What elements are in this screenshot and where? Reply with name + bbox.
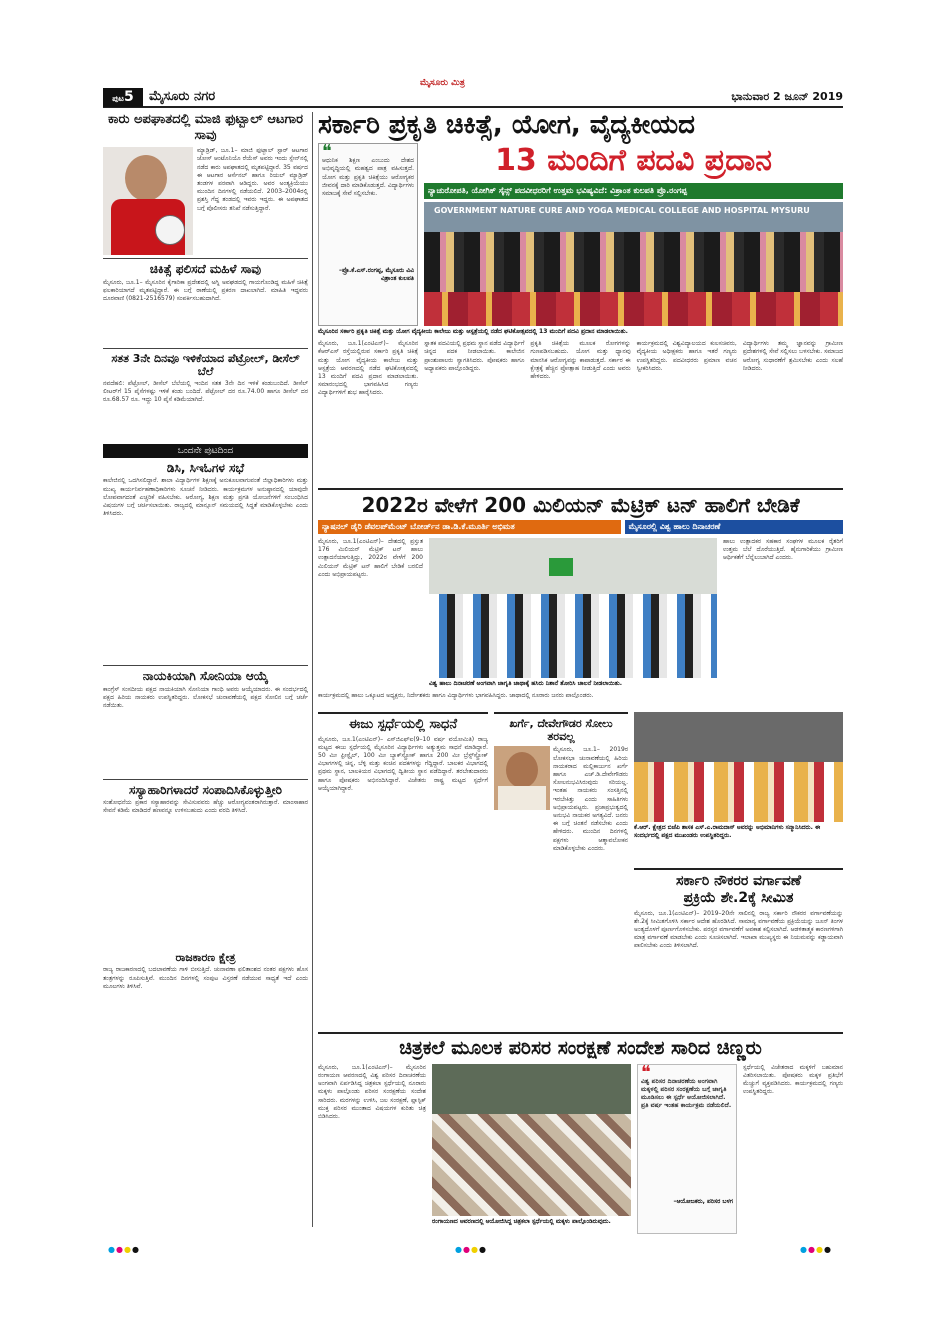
felicitation — [634, 712, 843, 860]
publication-name: ಮೈಸೂರು ಮಿತ್ರ — [420, 78, 465, 88]
lead-headline-line1: ಸರ್ಕಾರಿ ಪ್ರಕೃತಿ ಚಿಕಿತ್ಸೆ, ಯೋಗ, ವೈದ್ಯಕೀಯದ — [318, 110, 695, 140]
lead-quote-box: ❝ ಆಧುನಿಕ ಶಿಕ್ಷಣ ಎಂಬುದು ದೇಶದ ಅಭಿವೃದ್ಧಿಯಲ್ಲಿ ಮಹತ್ವದ ಪಾತ್ರ ವಹಿಸುತ್ತದೆ. ಯೋಗ ಮತ್ತು ಪ್ರಕೃತಿ ಚಿಕಿತ್ಸೆಯು ಆರೋಗ್ಯಕರ ಜೀವನಕ್ಕೆ ದಾರಿ ಮಾಡಿಕೊಡುತ್ತದೆ. ವಿದ್ಯಾರ್ಥಿಗಳು ಸಮಾಜಕ್ಕೆ ಸೇವೆ ಸಲ್ಲಿಸಬೇಕು. –ಪ್ರೊ.ಕೆ.ಎಸ್.ರಂಗಪ್ಪ, ಮೈಸೂರು ವಿವಿ ವಿಶ್ರಾಂತ ಕುಲಪತಿ — [318, 143, 418, 326]
milk-story — [318, 488, 843, 732]
photo-caption: ರಂಗಾಯಣದ ಆವರಣದಲ್ಲಿ ಆಯೋಜಿಸಿದ್ದ ಚಿತ್ರಕಲಾ ಸ್ಪರ್ಧೆಯಲ್ಲಿ ಮಕ್ಕಳು ಪಾಲ್ಗೊಂಡಿರುವುದು. — [432, 1217, 611, 1225]
photo-caption: ಮೈಸೂರಿನ ಸರ್ಕಾರಿ ಪ್ರಕೃತಿ ಚಿಕಿತ್ಸೆ ಮತ್ತು ಯೋಗ ವೈದ್ಯಕೀಯ ಕಾಲೇಜು ಮತ್ತು ಆಸ್ಪತ್ರೆಯಲ್ಲಿ ನಡೆದ ಘಟಿಕೋತ್ಸವದಲ್ಲಿ 13 ಮಂದಿಗೆ ಪದವಿ ಪ್ರದಾನ ಮಾಡಲಾಯಿತು. — [318, 328, 628, 336]
art-quote: ವಿಶ್ವ ಪರಿಸರ ದಿನಾಚರಣೆಯ ಅಂಗವಾಗಿ ಮಕ್ಕಳಲ್ಲಿ ಪರಿಸರ ಸಂರಕ್ಷಣೆಯ ಬಗ್ಗೆ ಜಾಗೃತಿ ಮೂಡಿಸಲು ಈ ಸ್ಪರ್ಧೆ ಆಯೋಜಿಸಲಾಗಿದೆ. ಪ್ರತಿ ವರ್ಷ ಇಂತಹ ಕಾರ್ಯಕ್ರಮ ನಡೆಯಲಿದೆ. — [641, 1077, 732, 1110]
kharge-story — [494, 712, 628, 852]
page-folio — [103, 88, 843, 108]
graduation-photo — [424, 202, 843, 326]
lead-headline-line2: 13 ಮಂದಿಗೆ ಪದವಿ ಪ್ರದಾನ — [495, 143, 772, 179]
transfer-body: ಮೈಸೂರು, ಜೂ.1(ಎಂಟಿಎನ್)– 2019–20ನೇ ಸಾಲಿನಲ್ಲಿ ರಾಜ್ಯ ಸರ್ಕಾರಿ ನೌಕರರ ವರ್ಗಾವಣೆಯನ್ನು ಶೇ.2ಕ್ಕೆ ಸೀಮಿತಗೊಳಿಸಿ ಸರ್ಕಾರ ಆದೇಶ ಹೊರಡಿಸಿದೆ. ಸಾಮಾನ್ಯ ವರ್ಗಾವಣೆಯ ಪ್ರಕ್ರಿಯೆಯನ್ನು ಜೂನ್ ತಿಂಗಳ ಅಂತ್ಯದೊಳಗೆ ಪೂರ್ಣಗೊಳಿಸಬೇಕು. ಪರಸ್ಪರ ವರ್ಗಾವಣೆಗೆ ಅವಕಾಶ ಕಲ್ಪಿಸಲಾಗಿದೆ. ಆಡಳಿತಾತ್ಮಕ ಕಾರಣಗಳಿಗಾಗಿ ಮಾತ್ರ ವರ್ಗಾವಣೆ ಮಾಡಬೇಕು ಎಂದು ಸೂಚಿಸಲಾಗಿದೆ. ಇಲಾಖಾ ಮುಖ್ಯಸ್ಥರು ಈ ನಿಯಮವನ್ನು ಕಡ್ಡಾಯವಾಗಿ ಪಾಲಿಸಬೇಕು ಎಂದು ತಿಳಿಸಲಾಗಿದೆ. — [634, 909, 843, 950]
section-name: ಮೈಸೂರು ನಗರ — [149, 89, 216, 104]
story-headline: ಸತತ 3ನೇ ದಿನವೂ ಇಳಿಕೆಯಾದ ಪೆಟ್ರೋಲ್, ಡೀಸೆಲ್ ಬೆಲೆ — [111, 351, 300, 378]
story-headline: ಚಿಕಿತ್ಸೆ ಫಲಿಸದೆ ಮಹಿಳೆ ಸಾವು — [149, 262, 262, 277]
story-body: ಮ್ಯಾಡ್ರಿಡ್, ಜೂ.1– ಮಾಜಿ ಫುಟ್ಬಾಲ್ ಸ್ಟಾರ್ ಆಟಗಾರ ಜೋಸ್ ಆಂಟೊನಿಯೊ ರೆಯೆಸ್ ಅವರು ಇಂದು ಸ್ಪೇನ್‌ನಲ್ಲಿ ನಡೆದ ಕಾರು ಅಪಘಾತದಲ್ಲಿ ಮೃತಪಟ್ಟಿದ್ದಾರೆ. 35 ವರ್ಷದ ಈ ಆಟಗಾರ ಆರ್ಸೆನಲ್ ಹಾಗೂ ರಿಯಲ್ ಮ್ಯಾಡ್ರಿಡ್ ತಂಡಗಳ ಪರವಾಗಿ ಆಡಿದ್ದರು. ಅವರ ಅಂತ್ಯಕ್ರಿಯೆಯು ಮುಂದಿನ ದಿನಗಳಲ್ಲಿ ನಡೆಯಲಿದೆ. 2003–2004ರಲ್ಲಿ ಪ್ರಶಸ್ತಿ ಗೆದ್ದ ತಂಡದಲ್ಲಿ ಇವರು ಇದ್ದರು. ಈ ಅಪಘಾತದ ಬಗ್ಗೆ ಪೊಲೀಸರು ತನಿಖೆ ನಡೆಸುತ್ತಿದ್ದಾರೆ. — [197, 147, 308, 212]
page-prefix: ಪುಟ — [112, 94, 124, 103]
transfer-headline-line1: ಸರ್ಕಾರಿ ನೌಕರರ ವರ್ಗಾವಣೆ — [675, 873, 802, 889]
story-body: ನವದೆಹಲಿ: ಪೆಟ್ರೋಲ್, ಡೀಸೆಲ್ ಬೆಲೆಯಲ್ಲಿ ಇಂದಿನ ಸತತ 3ನೇ ದಿನ ಇಳಿಕೆ ಕಂಡುಬಂದಿದೆ. ಡೀಸೆಲ್ ಲೀಟರ್‌ಗೆ 15 ಪೈಸೆಗಳಷ್ಟು ಇಳಿಕೆ ಕಂಡು ಬಂದಿದೆ. ಪೆಟ್ರೋಲ್ ದರ ರೂ.74.00 ಹಾಗೂ ಡೀಸೆಲ್ ದರ ರೂ.68.57 ರೂ. ಇದ್ದು 10 ಪೈಸೆ ಕಡಿಮೆಯಾಗಿದೆ. — [103, 379, 308, 404]
lead-body-col: ಪ್ರಕೃತಿ ಚಿಕಿತ್ಸೆಯ ಮೂಲಕ ರೋಗಗಳನ್ನು ಗುಣಪಡಿಸಬಹುದು. ಯೋಗ ಮತ್ತು ಧ್ಯಾನವು ಮಾನಸಿಕ ಆರೋಗ್ಯವನ್ನು ಕಾಪಾಡುತ್ತದೆ. ಸರ್ಕಾರ ಈ ಕ್ಷೇತ್ರಕ್ಕೆ ಹೆಚ್ಚಿನ ಪ್ರೋತ್ಸಾಹ ನೀಡುತ್ತಿದೆ ಎಂದು ಅವರು ಹೇಳಿದರು. — [530, 340, 631, 380]
story-body: ಕಾಂಗ್ರೆಸ್ ಸಂಸದೀಯ ಪಕ್ಷದ ನಾಯಕಿಯಾಗಿ ಸೋನಿಯಾ ಗಾಂಧಿ ಅವರು ಆಯ್ಕೆಯಾದರು. ಈ ಸಂದರ್ಭದಲ್ಲಿ ಪಕ್ಷದ ಹಿರಿಯ ನಾಯಕರು ಉಪಸ್ಥಿತರಿದ್ದರು. ಲೋಕಸಭೆ ಚುನಾವಣೆಯಲ್ಲಿ ಪಕ್ಷದ ಸೋಲಿನ ಬಗ್ಗೆ ಚರ್ಚೆ ನಡೆಯಿತು. — [103, 685, 308, 710]
story-body: ಕಾಲೇಜಿನಲ್ಲಿ ಒದಗಿಸಲಿದ್ದಾರೆ. ಶಾಲಾ ವಿದ್ಯಾರ್ಥಿಗಳ ಶಿಕ್ಷಣಕ್ಕೆ ಅನುಕೂಲವಾಗುವಂತೆ ಜಿಲ್ಲಾಧಿಕಾರಿಗಳು ಮತ್ತು ಮುಖ್ಯ ಕಾರ್ಯನಿರ್ವಹಣಾಧಿಕಾರಿಗಳು ಸೂಚನೆ ನೀಡಿದರು. ಕಾರ್ಯಕ್ರಮಗಳ ಅನುಷ್ಠಾನದಲ್ಲಿ ಯಾವುದೇ ಲೋಪವಾಗದಂತೆ ಎಚ್ಚರಿಕೆ ವಹಿಸಬೇಕು. ಆರೋಗ್ಯ, ಶಿಕ್ಷಣ ಮತ್ತು ಪ್ರಗತಿ ಯೋಜನೆಗಳಿಗೆ ಸಂಬಂಧಿಸಿದ ವಿಷಯಗಳ ಬಗ್ಗೆ ಚರ್ಚಿಸಲಾಯಿತು. ರಾಜ್ಯದಲ್ಲಿ ಮಾನ್ಸೂನ್ ಸಮಯದಲ್ಲಿ ಸಿದ್ಧತೆ ಮಾಡಿಕೊಳ್ಳಬೇಕು ಎಂದು ತಿಳಿಸಿದರು. — [103, 477, 308, 518]
swim-headline: ಈಜು ಸ್ಪರ್ಧೆಯಲ್ಲಿ ಸಾಧನೆ — [348, 717, 458, 732]
kharge-headline: ಖರ್ಗೆ, ದೇವೇಗೌಡರ ಸೋಲು ತರವಲ್ಲ — [509, 717, 613, 744]
issue-date: ಭಾನುವಾರ 2 ಜೂನ್ 2019 — [731, 90, 843, 103]
writer-portrait — [494, 746, 550, 810]
photo-caption: ಕೆ.ಆರ್. ಕ್ಷೇತ್ರದ ಬಿಜೆಪಿ ಶಾಸಕ ಎಸ್.ಎ.ರಾಮದಾಸ್ ಅವರನ್ನು ಅಭಿಮಾನಿಗಳು ಸನ್ಮಾನಿಸಿದರು. ಈ ಸಂದರ್ಭದಲ್ಲಿ ಪಕ್ಷದ ಮುಖಂಡರು ಉಪಸ್ಥಿತರಿದ್ದರು. — [634, 824, 821, 839]
continued-box-label: ಒಂದನೇ ಪುಟದಿಂದ — [103, 444, 308, 458]
transfer-story — [634, 868, 843, 1034]
story-body: ಮೈಸೂರು, ಜೂ.1– ಮೈಸೂರಿನ ಕೈಗಾರಿಕಾ ಪ್ರದೇಶದಲ್ಲಿ ಅಗ್ನಿ ಅವಘಡದಲ್ಲಿ ಗಾಯಗೊಂಡಿದ್ದ ಮಹಿಳೆ ಚಿಕಿತ್ಸೆ ಫಲಕಾರಿಯಾಗದೆ ಮೃತಪಟ್ಟಿದ್ದಾರೆ. ಈ ಬಗ್ಗೆ ಠಾಣೆಯಲ್ಲಿ ಪ್ರಕರಣ ದಾಖಲಾಗಿದೆ. ಮಾಹಿತಿ ಇದ್ದವರು ದೂರವಾಣಿ (0821-2516579) ಸಂಪರ್ಕಿಸಬಹುದಾಗಿದೆ. — [103, 278, 308, 302]
lead-story — [318, 110, 843, 470]
lead-quote: ಆಧುನಿಕ ಶಿಕ್ಷಣ ಎಂಬುದು ದೇಶದ ಅಭಿವೃದ್ಧಿಯಲ್ಲಿ ಮಹತ್ವದ ಪಾತ್ರ ವಹಿಸುತ್ತದೆ. ಯೋಗ ಮತ್ತು ಪ್ರಕೃತಿ ಚಿಕಿತ್ಸೆಯು ಆರೋಗ್ಯಕರ ಜೀವನಕ್ಕೆ ದಾರಿ ಮಾಡಿಕೊಡುತ್ತದೆ. ವಿದ್ಯಾರ್ಥಿಗಳು ಸಮಾಜಕ್ಕೆ ಸೇವೆ ಸಲ್ಲಿಸಬೇಕು. — [322, 157, 414, 197]
milk-tag-2: ಮೈಸೂರಲ್ಲಿ ವಿಶ್ವ ಹಾಲು ದಿನಾಚರಣೆ — [625, 520, 843, 534]
story-body: ಸಂಶೋಧನೆಯ ಪ್ರಕಾರ ಸಸ್ಯಾಹಾರವನ್ನು ಸೇವಿಸುವವರು ಹೆಚ್ಚು ಆರೋಗ್ಯವಂತರಾಗಿರುತ್ತಾರೆ. ಮಾಂಸಾಹಾರ ಸೇವನೆ ಕಡಿಮೆ ಮಾಡಿದರೆ ಹಣವನ್ನೂ ಉಳಿಸಬಹುದು ಎಂದು ವರದಿ ತಿಳಿಸಿದೆ. — [103, 799, 308, 815]
lead-body-col: ವಿದ್ಯಾರ್ಥಿಗಳು ತಮ್ಮ ಜ್ಞಾನವನ್ನು ಗ್ರಾಮೀಣ ಪ್ರದೇಶಗಳಲ್ಲಿ ಸೇವೆ ಸಲ್ಲಿಸಲು ಬಳಸಬೇಕು. ಸಮಾಜದ ಆರೋಗ್ಯ ಸುಧಾರಣೆಗೆ ಶ್ರಮಿಸಬೇಕು ಎಂದು ಸಲಹೆ ನೀಡಿದರು. — [742, 340, 844, 372]
story-headline: ಡಿಸಿ, ಸಿಇಓಗಳ ಸಭೆ — [166, 460, 245, 475]
story-body: ರಾಜ್ಯ ರಾಜಕಾರಣದಲ್ಲಿ ಬದಲಾವಣೆಯ ಗಾಳಿ ಬೀಸುತ್ತಿದೆ. ಚುನಾವಣಾ ಫಲಿತಾಂಶದ ನಂತರ ಪಕ್ಷಗಳು ಹೊಸ ತಂತ್ರಗಳನ್ನು ರೂಪಿಸುತ್ತಿವೆ. ಮುಂದಿನ ದಿನಗಳಲ್ಲಿ ಸಂಪುಟ ವಿಸ್ತರಣೆ ನಡೆಯುವ ಸಾಧ್ಯತೆ ಇದೆ ಎಂದು ಮೂಲಗಳು ತಿಳಿಸಿವೆ. — [103, 966, 308, 990]
art-competition-photo — [432, 1064, 631, 1216]
art-headline: ಚಿತ್ರಕಲೆ ಮೂಲಕ ಪರಿಸರ ಸಂರಕ್ಷಣೆ ಸಂದೇಶ ಸಾರಿದ ಚಿಣ್ಣರು — [399, 1037, 762, 1059]
kharge-body: ಮೈಸೂರು, ಜೂ.1– 2019ರ ಲೋಕಸಭಾ ಚುನಾವಣೆಯಲ್ಲಿ ಹಿರಿಯ ನಾಯಕರಾದ ಮಲ್ಲಿಕಾರ್ಜುನ ಖರ್ಗೆ ಹಾಗೂ ಎಚ್.ಡಿ.ದೇವೇಗೌಡರು ಸೋಲನುಭವಿಸಿರುವುದು ಸರಿಯಲ್ಲ. ಇಂತಹ ನಾಯಕರು ಸಂಸತ್ತಿನಲ್ಲಿ ಇರಬೇಕಿತ್ತು ಎಂದು ಸಾಹಿತಿಗಳು ಅಭಿಪ್ರಾಯಪಟ್ಟರು. ಪ್ರಜಾಪ್ರಭುತ್ವದಲ್ಲಿ ಅನುಭವಿ ನಾಯಕರ ಅಗತ್ಯವಿದೆ. ಜನರು ಈ ಬಗ್ಗೆ ಚಿಂತನೆ ನಡೆಸಬೇಕು ಎಂದು ಹೇಳಿದರು. ಮುಂದಿನ ದಿನಗಳಲ್ಲಿ ಪಕ್ಷಗಳು ಆತ್ಮಾವಲೋಕನ ಮಾಡಿಕೊಳ್ಳಬೇಕು ಎಂದರು. — [553, 746, 628, 852]
milk-body: ಮೈಸೂರು, ಜೂ.1(ಎಂಟಿಎನ್)– ದೇಶದಲ್ಲಿ ಪ್ರಸ್ತುತ 176 ಮಿಲಿಯನ್ ಮೆಟ್ರಿಕ್ ಟನ್ ಹಾಲು ಉತ್ಪಾದನೆಯಾಗುತ್ತಿದ್ದು, 2022ರ ವೇಳೆಗೆ 200 ಮಿಲಿಯನ್ ಮೆಟ್ರಿಕ್ ಟನ್ ಹಾಲಿಗೆ ಬೇಡಿಕೆ ಬರಲಿದೆ ಎಂದು ಅಭಿಪ್ರಾಯಪಟ್ಟರು. — [318, 538, 423, 578]
lead-body-col: ಮೈಸೂರು, ಜೂ.1(ಎಂಟಿಎನ್)– ಮೈಸೂರಿನ ಕೆಆರ್‌ಎಸ್ ರಸ್ತೆಯಲ್ಲಿರುವ ಸರ್ಕಾರಿ ಪ್ರಕೃತಿ ಚಿಕಿತ್ಸೆ ಮತ್ತು ಯೋಗ ವೈದ್ಯಕೀಯ ಕಾಲೇಜು ಮತ್ತು ಆಸ್ಪತ್ರೆಯ ಆವರಣದಲ್ಲಿ ನಡೆದ ಘಟಿಕೋತ್ಸವದಲ್ಲಿ 13 ಮಂದಿಗೆ ಪದವಿ ಪ್ರದಾನ ಮಾಡಲಾಯಿತು. ಸಮಾರಂಭದಲ್ಲಿ ಭಾಗವಹಿಸಿದ ಗಣ್ಯರು ವಿದ್ಯಾರ್ಥಿಗಳಿಗೆ ಶುಭ ಹಾರೈಸಿದರು. — [318, 340, 419, 397]
left-column — [103, 112, 308, 1104]
swim-body: ಮೈಸೂರು, ಜೂ.1(ಎಂಟಿಎನ್)– ಎಸ್‌ಜಿಎಫ್ಐ(9–10 ವರ್ಷ ವಯೋಮಿತಿ) ರಾಜ್ಯ ಮಟ್ಟದ ಈಜು ಸ್ಪರ್ಧೆಯಲ್ಲಿ ಮೈಸೂರಿನ ವಿದ್ಯಾರ್ಥಿಗಳು ಅತ್ಯುತ್ತಮ ಸಾಧನೆ ಮಾಡಿದ್ದಾರೆ. 50 ಮೀ ಫ್ರೀಸ್ಟೈಲ್, 100 ಮೀ ಬ್ಯಾಕ್‌ಸ್ಟ್ರೋಕ್ ಹಾಗೂ 200 ಮೀ ಬ್ರೆಸ್ಟ್‌ಸ್ಟ್ರೋಕ್ ವಿಭಾಗಗಳಲ್ಲಿ ಚಿನ್ನ, ಬೆಳ್ಳಿ ಮತ್ತು ಕಂಚಿನ ಪದಕಗಳನ್ನು ಗೆದ್ದಿದ್ದಾರೆ. ಬಾಲಕರ ವಿಭಾಗದಲ್ಲಿ ಪ್ರಥಮ ಸ್ಥಾನ, ಬಾಲಕಿಯರ ವಿಭಾಗದಲ್ಲಿ ದ್ವಿತೀಯ ಸ್ಥಾನ ಪಡೆದಿದ್ದಾರೆ. ತರಬೇತುದಾರರು ಹಾಗೂ ಪೋಷಕರು ಅಭಿನಂದಿಸಿದ್ದಾರೆ. ವಿಜೇತರು ರಾಷ್ಟ್ರ ಮಟ್ಟದ ಸ್ಪರ್ಧೆಗೆ ಆಯ್ಕೆಯಾಗಿದ್ದಾರೆ. — [318, 735, 488, 792]
lead-body-col: ಸ್ನಾತಕ ಪದವಿಯಲ್ಲಿ ಪ್ರಥಮ ಸ್ಥಾನ ಪಡೆದ ವಿದ್ಯಾರ್ಥಿಗೆ ಚಿನ್ನದ ಪದಕ ನೀಡಲಾಯಿತು. ಕಾಲೇಜಿನ ಪ್ರಾಂಶುಪಾಲರು ಸ್ವಾಗತಿಸಿದರು. ಪೋಷಕರು ಹಾಗೂ ಅಧ್ಯಾಪಕರು ಪಾಲ್ಗೊಂಡಿದ್ದರು. — [424, 340, 525, 372]
page-number: 5 — [124, 89, 134, 105]
milk-body: ಹಾಲು ಉತ್ಪಾದಕರ ಸಹಕಾರ ಸಂಘಗಳ ಮೂಲಕ ರೈತರಿಗೆ ಉತ್ತಮ ಬೆಲೆ ದೊರೆಯುತ್ತಿದೆ. ಹೈನುಗಾರಿಕೆಯು ಗ್ರಾಮೀಣ ಆರ್ಥಿಕತೆಗೆ ಬೆನ್ನೆಲುಬಾಗಿದೆ ಎಂದರು. — [723, 538, 843, 562]
page-number-box — [103, 88, 143, 107]
swim-story — [318, 712, 488, 968]
college-banner: GOVERNMENT NATURE CURE AND YOGA MEDICAL COLLEGE AND HOSPITAL MYSURU — [424, 202, 843, 232]
photo-caption: ವಿಶ್ವ ಹಾಲು ದಿನಾಚರಣೆ ಅಂಗವಾಗಿ ಜಾಗೃತಿ ಜಾಥಾಕ್ಕೆ ಹಸಿರು ನಿಶಾನೆ ತೋರಿಸಿ ಚಾಲನೆ ನೀಡಲಾಯಿತು. — [429, 680, 623, 687]
story-headline: ರಾಜಕಾರಣ ಕ್ಷೇತ್ರ — [175, 951, 236, 965]
story-headline: ಸಸ್ಯಾಹಾರಿಗಳಾದರೆ ಸಂಪಾದಿಸಿಕೊಳ್ಳುತ್ತೀರಿ — [128, 782, 283, 797]
registration-marks: ●●●● — [455, 1245, 487, 1254]
green-flag — [549, 558, 573, 576]
column-divider — [312, 112, 313, 1227]
art-quote-box: ❝ ವಿಶ್ವ ಪರಿಸರ ದಿನಾಚರಣೆಯ ಅಂಗವಾಗಿ ಮಕ್ಕಳಲ್ಲಿ ಪರಿಸರ ಸಂರಕ್ಷಣೆಯ ಬಗ್ಗೆ ಜಾಗೃತಿ ಮೂಡಿಸಲು ಈ ಸ್ಪರ್ಧೆ ಆಯೋಜಿಸಲಾಗಿದೆ. ಪ್ರತಿ ವರ್ಷ ಇಂತಹ ಕಾರ್ಯಕ್ರಮ ನಡೆಯಲಿದೆ. –ಆಯೋಜಕರು, ಪರಿಸರ ಬಳಗ — [637, 1064, 737, 1234]
milk-tag-1: ನ್ಯಾಷನಲ್ ಡೈರಿ ಡೆವಲಪ್‌ಮೆಂಟ್ ಬೋರ್ಡ್‌ನ ಡಾ.ಡಿ.ಕೆ.ಮೂರ್ತಿ ಅಭಿಮತ — [318, 520, 621, 534]
story-headline: ಕಾರು ಅಪಘಾತದಲ್ಲಿ ಮಾಜಿ ಫುಟ್ಬಾಲ್ ಆಟಗಾರ ಸಾವು — [108, 112, 303, 143]
felicitation-photo — [634, 712, 843, 822]
milk-headline: 2022ರ ವೇಳೆಗೆ 200 ಮಿಲಿಯನ್ ಮೆಟ್ರಿಕ್ ಟನ್ ಹಾಲಿಗೆ ಬೇಡಿಕೆ — [361, 493, 800, 517]
story-headline: ನಾಯಕಿಯಾಗಿ ಸೋನಿಯಾ ಆಯ್ಕೆ — [142, 669, 269, 684]
quote-attribution: –ಪ್ರೊ.ಕೆ.ಎಸ್.ರಂಗಪ್ಪ, ಮೈಸೂರು ವಿವಿ ವಿಶ್ರಾಂತ ಕುಲಪತಿ — [339, 267, 414, 283]
milk-rally-photo — [429, 538, 717, 678]
lead-subhead: ನ್ಯಾಚುರೋಪತಿ, ಯೋಗಿಕ್ ಸೈನ್ಸ್ ಪದವೀಧರರಿಗೆ ಉತ್ತಮ ಭವಿಷ್ಯವಿದೆ: ವಿಶ್ರಾಂತ ಕುಲಪತಿ ಪ್ರೊ.ರಂಗಪ್ಪ — [424, 183, 843, 199]
registration-marks: ●●●● — [108, 1245, 140, 1254]
art-story — [318, 1032, 843, 1234]
art-body: ಮೈಸೂರು, ಜೂ.1(ಎಂಟಿಎನ್)– ಮೈಸೂರಿನ ರಂಗಾಯಣ ಆವರಣದಲ್ಲಿ ವಿಶ್ವ ಪರಿಸರ ದಿನಾಚರಣೆಯ ಅಂಗವಾಗಿ ಏರ್ಪಡಿಸಿದ್ದ ಚಿತ್ರಕಲಾ ಸ್ಪರ್ಧೆಯಲ್ಲಿ ನೂರಾರು ಮಕ್ಕಳು ಪಾಲ್ಗೊಂಡು ಪರಿಸರ ಸಂರಕ್ಷಣೆಯ ಸಂದೇಶ ಸಾರಿದರು. ಮರಗಳನ್ನು ಉಳಿಸಿ, ಜಲ ಸಂರಕ್ಷಣೆ, ಪ್ಲಾಸ್ಟಿಕ್ ಮುಕ್ತ ಪರಿಸರ ಮುಂತಾದ ವಿಷಯಗಳ ಕುರಿತು ಚಿತ್ರ ಬಿಡಿಸಿದರು. — [318, 1063, 426, 1121]
transfer-headline-line2: ಪ್ರಕ್ರಿಯೆ ಶೇ.2ಕ್ಕೆ ಸೀಮಿತ — [683, 889, 794, 906]
footballer-photo — [103, 147, 193, 255]
art-body: ಸ್ಪರ್ಧೆಯಲ್ಲಿ ವಿಜೇತರಾದ ಮಕ್ಕಳಿಗೆ ಬಹುಮಾನ ವಿತರಿಸಲಾಯಿತು. ಪೋಷಕರು ಮಕ್ಕಳ ಪ್ರತಿಭೆಗೆ ಮೆಚ್ಚುಗೆ ವ್ಯಕ್ತಪಡಿಸಿದರು. ಕಾರ್ಯಕ್ರಮದಲ್ಲಿ ಗಣ್ಯರು ಉಪಸ್ಥಿತರಿದ್ದರು. — [743, 1063, 843, 1096]
quote-attribution: –ಆಯೋಜಕರು, ಪರಿಸರ ಬಳಗ — [673, 1197, 733, 1205]
registration-marks: ●●●● — [800, 1245, 832, 1254]
lead-body-col: ಕಾರ್ಯಕ್ರಮದಲ್ಲಿ ವಿಶ್ವವಿದ್ಯಾಲಯದ ಕುಲಸಚಿವರು, ವೈದ್ಯಕೀಯ ಅಧೀಕ್ಷಕರು ಹಾಗೂ ಇತರೆ ಗಣ್ಯರು ಉಪಸ್ಥಿತರಿದ್ದರು. ಪದವೀಧರರು ಪ್ರಮಾಣ ವಚನ ಸ್ವೀಕರಿಸಿದರು. — [636, 340, 737, 372]
milk-body: ಕಾರ್ಯಕ್ರಮದಲ್ಲಿ ಹಾಲು ಒಕ್ಕೂಟದ ಅಧ್ಯಕ್ಷರು, ನಿರ್ದೇಶಕರು ಹಾಗೂ ವಿದ್ಯಾರ್ಥಿಗಳು ಭಾಗವಹಿಸಿದ್ದರು. ಜಾಥಾದಲ್ಲಿ ನೂರಾರು ಜನರು ಪಾಲ್ಗೊಂಡರು. — [318, 692, 594, 699]
